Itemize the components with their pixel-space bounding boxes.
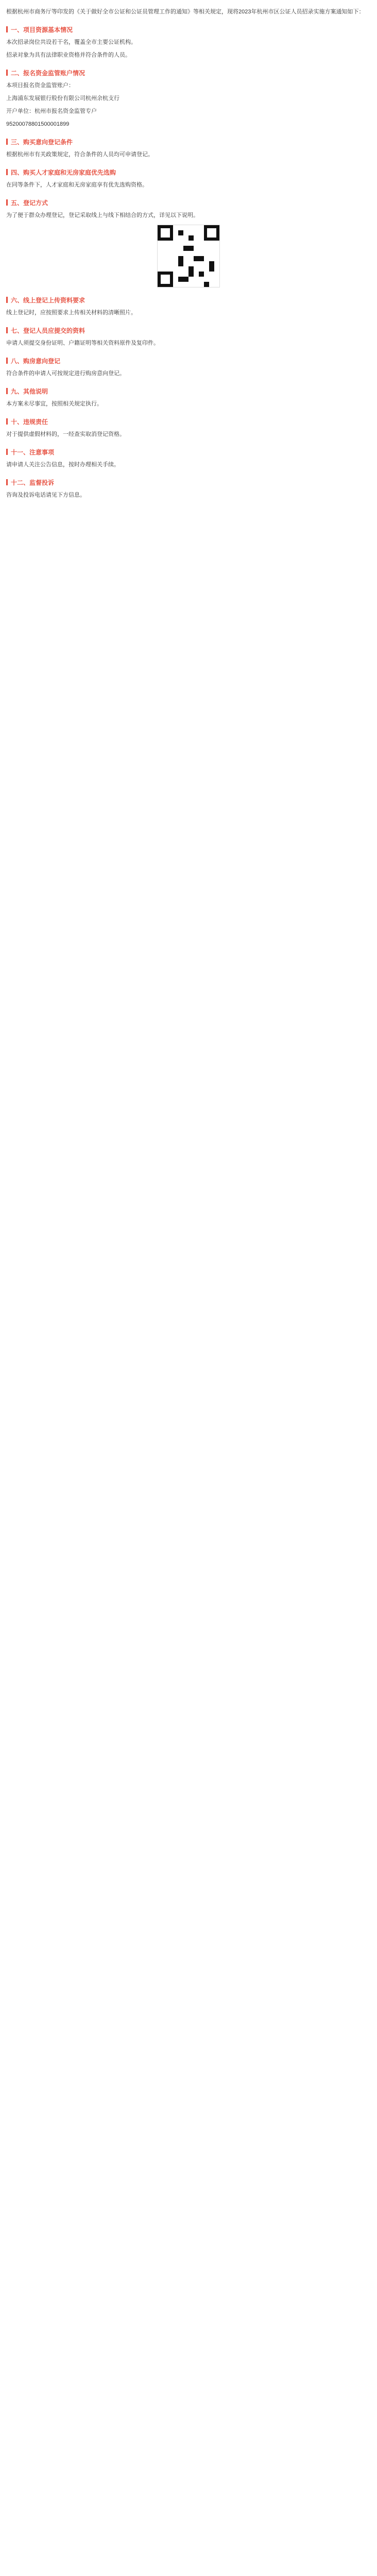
section-paragraph: 开户单位：杭州市报名资金监管专户: [6, 108, 97, 114]
section-paragraph: 根据杭州市有关政策规定，符合条件的人员均可申请登记。: [6, 151, 153, 158]
section: [0, 167, 377, 190]
section-accent-bar: [6, 418, 8, 425]
qr-module: [183, 246, 194, 251]
section-paragraph: 在同等条件下，人才家庭和无房家庭享有优先选购资格。: [6, 182, 148, 188]
section-title: 六、线上登记上传资料要求: [11, 296, 85, 304]
qr-module: [178, 230, 183, 235]
section-paragraph: 本项目报名资金监管账户：: [6, 82, 74, 89]
section-body: [0, 177, 377, 190]
section-body: [0, 208, 377, 287]
section-heading: [0, 137, 377, 147]
qr-module: [161, 228, 170, 238]
qr-code-icon: [157, 225, 220, 287]
section-heading: [0, 447, 377, 457]
section-title: 十一、注意事项: [11, 448, 55, 456]
section-title: 二、报名资金监管账户情况: [11, 69, 85, 77]
section-body: [0, 147, 377, 160]
qr-module: [204, 282, 209, 287]
section-paragraph: 95200078801500001899: [6, 121, 70, 127]
section-heading: [0, 24, 377, 35]
section: [0, 355, 377, 379]
section-accent-bar: [6, 297, 8, 303]
qr-module: [188, 266, 194, 277]
qr-module: [178, 277, 188, 282]
section-heading: [0, 416, 377, 427]
section-paragraph: 本方案未尽事宜，按照相关规定执行。: [6, 401, 102, 407]
section-accent-bar: [6, 169, 8, 175]
section-paragraph: 为了便于群众办理登记，登记采取线上与线下相结合的方式，详见以下说明。: [6, 212, 199, 218]
qr-module: [194, 256, 204, 261]
section-accent-bar: [6, 26, 8, 32]
section: [0, 447, 377, 470]
section-heading: [0, 477, 377, 487]
section-body: [0, 396, 377, 409]
section: [0, 477, 377, 500]
section-title: 九、其他说明: [11, 387, 48, 395]
section: [0, 386, 377, 409]
section-title: 五、登记方式: [11, 199, 48, 207]
section-body: [0, 305, 377, 318]
section-body: [0, 427, 377, 439]
qr-module: [161, 275, 170, 284]
section-title: 三、购买意向登记条件: [11, 138, 73, 146]
section-accent-bar: [6, 358, 8, 364]
section-paragraph: 本次招录岗位共设若干名，覆盖全市主要公证机构。: [6, 39, 136, 45]
section-paragraph: 招录对象为具有法律职业资格并符合条件的人员。: [6, 52, 131, 58]
section-heading: [0, 295, 377, 305]
section-heading: [0, 167, 377, 177]
section-accent-bar: [6, 479, 8, 485]
section: [0, 295, 377, 318]
section-paragraph: 请申请人关注公告信息，按时办理相关手续。: [6, 462, 119, 468]
section-paragraph: 对于提供虚假材料的，一经查实取消登记资格。: [6, 431, 125, 437]
section-body: [0, 335, 377, 348]
qr-module: [209, 261, 214, 272]
section-accent-bar: [6, 388, 8, 394]
sections: [0, 24, 377, 500]
section-heading: [0, 355, 377, 366]
section-title: 八、购房意向登记: [11, 357, 61, 365]
section-title: 四、购买人才家庭和无房家庭优先选购: [11, 168, 116, 176]
section-body: [0, 78, 377, 129]
section-accent-bar: [6, 199, 8, 206]
section-heading: [0, 386, 377, 396]
section: [0, 325, 377, 348]
section: [0, 137, 377, 160]
section-heading: [0, 325, 377, 335]
section-body: [0, 457, 377, 470]
section-body: [0, 366, 377, 379]
section-title: 七、登记人员应提交的资料: [11, 327, 85, 334]
section-paragraph: 线上登记时，应按照要求上传相关材料的清晰照片。: [6, 310, 136, 316]
intro-text: 根据杭州市商务厅等印发的《关于做好全市公证和公证员管理工作的通知》等相关规定，现将2023年杭州市区公证人员招录实施方案通知如下：: [6, 9, 365, 15]
section: [0, 197, 377, 287]
section-accent-bar: [6, 70, 8, 76]
qr-module: [188, 235, 194, 241]
section-heading: [0, 67, 377, 78]
qr-module: [199, 272, 204, 277]
section: [0, 416, 377, 439]
section-title: 一、项目资源基本情况: [11, 26, 73, 33]
qr-module: [207, 228, 216, 238]
section: [0, 24, 377, 60]
qr-module: [178, 256, 183, 266]
section-paragraph: 咨询及投诉电话请见下方信息。: [6, 492, 85, 498]
section-paragraph: 上海浦东发展银行股份有限公司杭州余杭支行: [6, 95, 119, 101]
section-heading: [0, 197, 377, 208]
section-body: [0, 487, 377, 500]
section-accent-bar: [6, 449, 8, 455]
section: [0, 67, 377, 129]
section-body: [0, 35, 377, 60]
section-title: 十二、监督投诉: [11, 479, 55, 486]
section-accent-bar: [6, 327, 8, 333]
section-accent-bar: [6, 139, 8, 145]
section-title: 十、违规责任: [11, 418, 48, 426]
section-paragraph: 符合条件的申请人可按规定进行购房意向登记。: [6, 370, 125, 377]
section-paragraph: 申请人须提交身份证明、户籍证明等相关资料原件及复印件。: [6, 340, 159, 346]
